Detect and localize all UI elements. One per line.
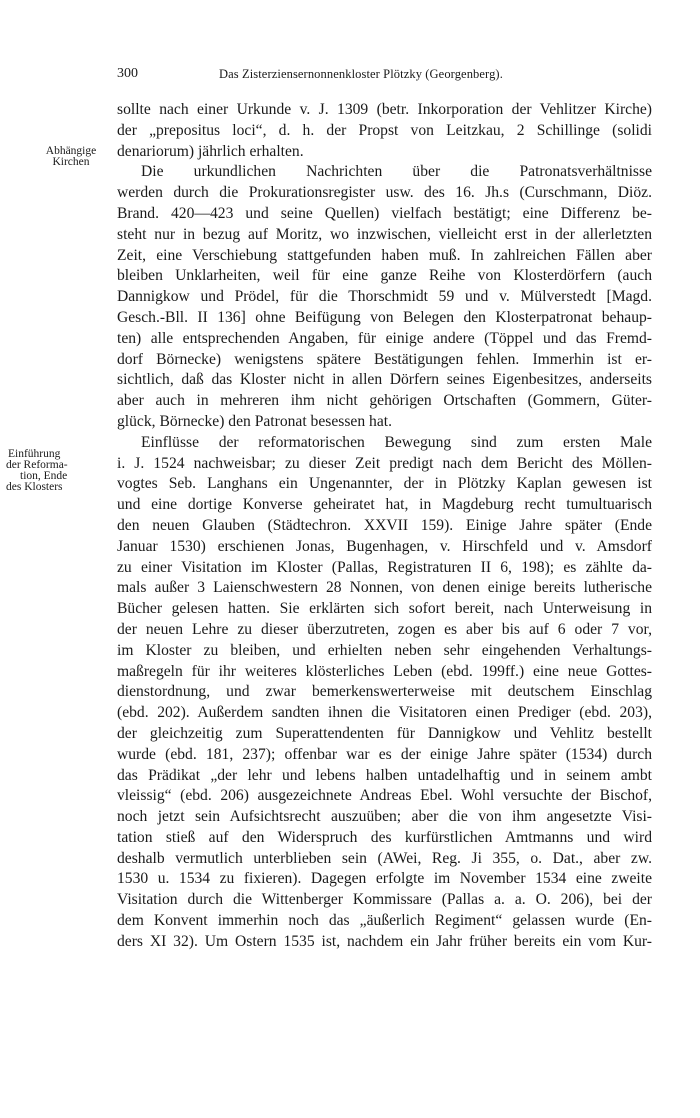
text-line: i. J. 1524 nachweisbar; zu dieser Zeit predigt nach dem Bericht des Möllen- — [117, 454, 652, 472]
page-number: 300 — [117, 66, 138, 81]
running-title: Das Zisterziensernonnenkloster Plötzky (Georgenberg). — [219, 67, 503, 81]
text-line: (ebd. 202). Außerdem sandten ihnen die Visitatoren einen Prediger (ebd. 203), — [117, 704, 652, 722]
text-line: aber auch in mehreren ihm nicht gehörigen Ortschaften (Gommern, Güter- — [117, 392, 652, 410]
text-line: und eine dortige Konverse geheiratet hat, in Magdeburg recht tumultuarisch — [117, 496, 652, 514]
text-line: 1530 u. 1534 zu fixieren). Dagegen erfolgte im November 1534 eine zweite — [117, 870, 652, 888]
text-line: Brand. 420—423 und seine Quellen) vielfach bestätigt; eine Differenz be- — [117, 204, 652, 222]
text-line: Januar 1530) erschienen Jonas, Bugenhagen, v. Hirschfeld und v. Amsdorf — [117, 537, 652, 555]
margin-note-line: Abhängige — [45, 145, 97, 157]
text-line: im Kloster zu bleiben, und erhielten neben sehr eingehenden Verhaltungs- — [117, 641, 652, 659]
text-line: steht nur in bezug auf Moritz, wo inzwischen, vielleicht erst in der allerletzten — [117, 225, 652, 243]
margin-note-line: der Reforma- — [6, 459, 68, 471]
text-line: das Prädikat „der lehr und lebens halben untadelhaftig und in seinem ambt — [117, 766, 652, 784]
text-line: den neuen Glauben (Städtechron. XXVII 159). Einige Jahre später (Ende — [117, 516, 652, 534]
text-line: zu einer Visitation im Kloster (Pallas, Registraturen II 6, 198); es zählte da- — [117, 558, 652, 576]
margin-note-line: Einführung — [8, 448, 61, 460]
text-line: Die urkundlichen Nachrichten über die Patronatsverhältnisse — [141, 163, 652, 181]
text-line: der „prepositus loci“, d. h. der Propst von Leitzkau, 2 Schillinge (solidi — [117, 121, 652, 139]
text-line: bleiben Unklarheiten, weil für eine ganze Reihe von Klosterdörfern (auch — [117, 267, 652, 285]
text-line: der gleichzeitig zum Superattendenten für Dannigkow und Vehlitz bestellt — [117, 724, 652, 742]
text-line: werden durch die Prokurationsregister usw. des 16. Jh.s (Curschmann, Diöz. — [117, 184, 652, 202]
margin-note-abhaengige-kirchen — [32, 146, 110, 168]
text-line: sollte nach einer Urkunde v. J. 1309 (betr. Inkorporation der Vehlitzer Kirche) — [117, 101, 652, 118]
text-line: noch jetzt sein Aufsichtsrecht auszuüben; aber die von ihm angesetzte Visi- — [117, 808, 652, 826]
text-line: Visitation durch die Wittenberger Kommissare (Pallas a. a. O. 206), bei der — [117, 891, 652, 909]
margin-note-line: Kirchen — [52, 156, 90, 168]
text-line: dorf Börnecke) wenigstens spätere Bestätigungen fehlen. Immerhin ist er- — [117, 350, 652, 368]
text-line: wurde (ebd. 181, 237); offenbar war es der einige Jahre später (1534) durch — [117, 745, 652, 763]
text-line: Einflüsse der reformatorischen Bewegung sind zum ersten Male — [141, 433, 652, 451]
margin-note-reformation — [6, 449, 110, 493]
text-line: ten) alle entsprechenden Angaben, für einige andere (Töppel und das Fremd- — [117, 329, 652, 347]
text-line: mals außer 3 Laienschwestern 28 Nonnen, von denen einige bereits lutherische — [117, 579, 652, 597]
page-header — [117, 66, 657, 86]
text-line: denariorum) jährlich erhalten. — [117, 142, 304, 160]
text-line: Zeit, eine Verschiebung stattgefunden haben muß. In zahlreichen Fällen aber — [117, 246, 652, 264]
text-line: maßregeln für ihr weiteres klösterliches Leben (ebd. 199ff.) eine neue Gottes- — [117, 662, 652, 680]
margin-note-line: des Klosters — [6, 481, 63, 493]
margin-note-line: tion, Ende — [20, 470, 68, 482]
text-line: der neuen Lehre zu dieser überzutreten, zogen es aber bis auf 6 oder 7 vor, — [117, 620, 652, 638]
text-line: sichtlich, daß das Kloster nicht in allen Dörfern seines Eigenbesitzes, anderseits — [117, 371, 652, 389]
body-text — [117, 100, 652, 953]
text-line: dienstordnung, und zwar bemerkenswerterweise mit deutschem Einschlag — [117, 683, 652, 701]
text-line: glück, Börnecke) den Patronat besessen hat. — [117, 412, 392, 430]
text-line: tation stieß auf den Widerspruch des kurfürstlichen Amtmanns und wird — [117, 828, 652, 846]
text-line: deshalb vermutlich unterblieben sein (AWei, Reg. Ji 355, o. Dat., aber zw. — [117, 849, 652, 867]
text-line: ders XI 32). Um Ostern 1535 ist, nachdem ein Jahr früher bereits ein vom Kur- — [117, 932, 652, 950]
text-line: Dannigkow und Prödel, für die Thorschmidt 59 und v. Mülverstedt [Magd. — [117, 288, 652, 306]
text-line: Bücher gelesen hatten. Sie erklärten sich sofort bereit, nach Unterweisung in — [117, 600, 652, 618]
text-line: vleissig“ (ebd. 206) ausgezeichnete Andreas Ebel. Wohl versuchte der Bischof, — [117, 787, 652, 805]
text-line: dem Konvent immerhin noch das „äußerlich Regiment“ gelassen wurde (En- — [117, 912, 652, 930]
text-line: Gesch.-Bll. II 136] ohne Beifügung von Belegen den Klosterpatronat behaup- — [117, 308, 652, 326]
text-line: vogtes Seb. Langhans ein Ungenannter, der in Plötzky Kaplan gewesen ist — [117, 475, 652, 493]
